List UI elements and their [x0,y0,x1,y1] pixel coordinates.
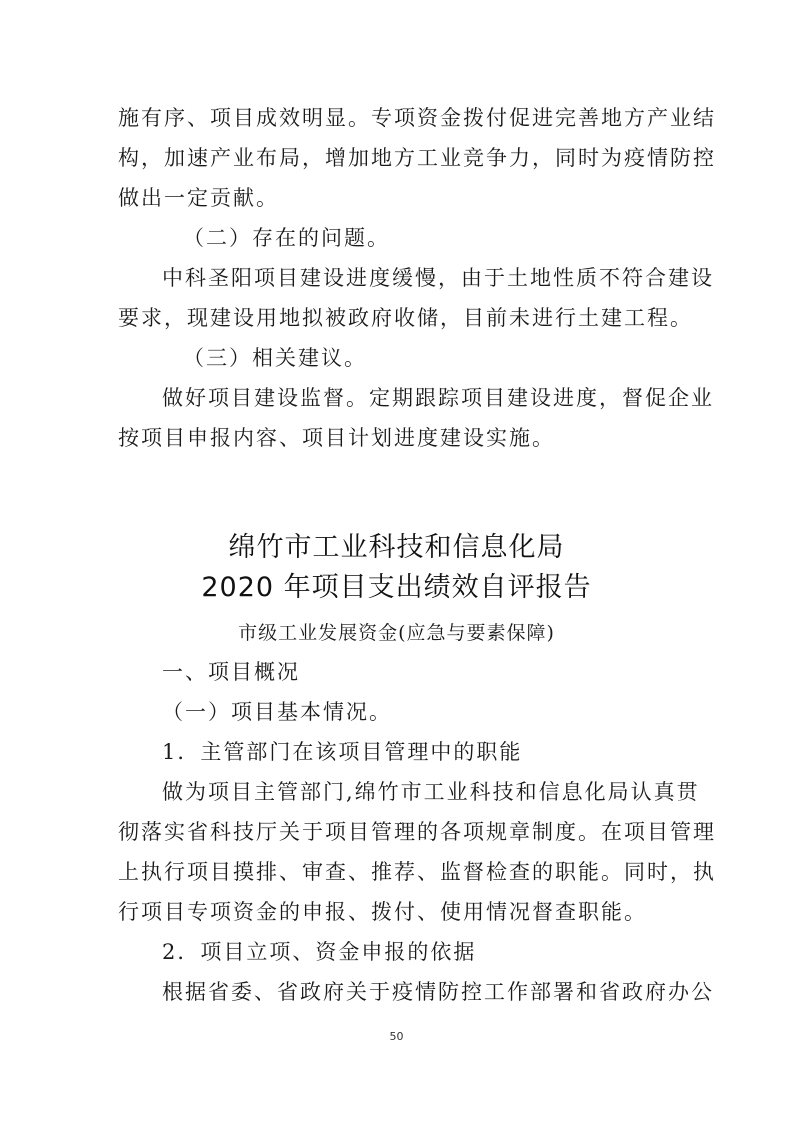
text-line: 做好项目建设监督。定期跟踪项目建设进度，督促企业 [162,386,714,410]
text-line: 行项目专项资金的申报、拨付、使用情况督查职能。 [118,900,647,924]
page-number: 50 [389,1030,404,1043]
text-line: 施有序、项目成效明显。专项资金拨付促进完善地方产业结 [118,106,716,130]
report-subtitle: 市级工业发展资金(应急与要素保障) [238,622,555,644]
text-line: 中科圣阳项目建设进度缓慢，由于土地性质不符合建设 [162,266,714,290]
text-line: 做出一定贡献。 [118,186,279,210]
text-line: 要求，现建设用地拟被政府收储，目前未进行土建工程。 [118,306,693,330]
text-line: 彻落实省科技厅关于项目管理的各项规章制度。在项目管理 [118,820,716,844]
text-line: 按项目申报内容、项目计划进度建设实施。 [118,426,555,450]
text-line: 上执行项目摸排、审查、推荐、监督检查的职能。同时，执 [118,860,716,884]
subsection-heading-basic-info: （一）项目基本情况。 [162,700,392,724]
text-line: 根据省委、省政府关于疫情防控工作部署和省政府办公 [162,980,714,1004]
item-heading-1: 1．主管部门在该项目管理中的职能 [162,740,523,764]
section-heading-suggestions: （三）相关建议。 [183,346,367,370]
text-line: 做为项目主管部门,绵竹市工业科技和信息化局认真贯 [162,780,700,804]
report-title-line1: 绵竹市工业科技和信息化局 [228,532,565,563]
text-line: 构，加速产业布局，增加地方工业竞争力，同时为疫情防控 [118,146,716,170]
item-heading-2: 2．项目立项、资金申报的依据 [162,940,477,964]
section-heading-overview: 一、项目概况 [162,660,300,684]
section-heading-problems: （二）存在的问题。 [183,226,390,250]
report-title-line2: 2020 年项目支出绩效自评报告 [201,572,592,603]
